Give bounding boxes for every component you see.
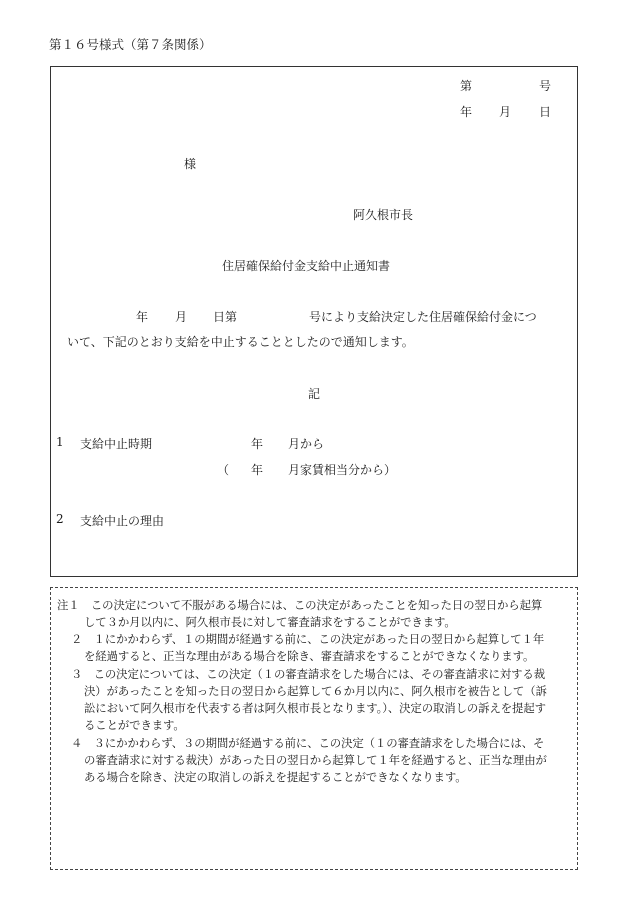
note2-line2: を経過すると、正当な理由がある場合を除き、審査請求をすることができなくなります。	[84, 649, 535, 663]
note3-line2: 決）があったことを知った日の翌日から起算して６か月以内に、阿久根市を被告として（訴	[84, 684, 547, 698]
doc-number-prefix: 第	[460, 79, 473, 93]
note4-line2: の審査請求に対する裁決）があった日の翌日から起算して１年を経過すると、正当な理由が	[84, 753, 547, 767]
body-month: 月	[175, 310, 188, 324]
note1-line2: して３か月以内に、阿久根市長に対して審査請求をすることができます。	[84, 615, 456, 629]
item2-number: 2	[56, 512, 64, 526]
item1-month-from: 月から	[288, 437, 325, 451]
body-year: 年	[136, 310, 149, 324]
date-month: 月	[499, 105, 512, 119]
item1-label: 支給中止時期	[80, 437, 153, 451]
form-number: 第１６号様式（第７条関係）	[49, 37, 212, 52]
item1-year: 年	[251, 437, 264, 451]
note3-line4: ることができます。	[84, 718, 185, 732]
note1-line1: 注１ この決定について不服がある場合には、この決定があったことを知った日の翌日から起算	[57, 598, 543, 612]
note4-line1: ４ ３にかかわらず、３の期間が経過する前に、この決定（１の審査請求をした場合には、そ	[71, 736, 545, 750]
item1-number: 1	[56, 435, 64, 449]
item1-paren-rest: 月家賃相当分から）	[288, 463, 397, 477]
body-line1: 号により支給決定した住居確保給付金につ	[309, 310, 537, 324]
note2-line1: ２ １にかかわらず、１の期間が経過する前に、この決定があった日の翌日から起算して１年	[71, 632, 545, 646]
item1-paren-year: 年	[251, 463, 264, 477]
date-year: 年	[460, 105, 473, 119]
body-day-no: 日第	[213, 310, 238, 324]
document-title: 住居確保給付金支給中止通知書	[222, 259, 391, 273]
date-day: 日	[539, 105, 552, 119]
issuer-name: 阿久根市長	[353, 208, 414, 222]
doc-number-suffix: 号	[539, 79, 552, 93]
note4-line3: ある場合を除き、決定の取消しの訴えを提起することができなくなります。	[84, 770, 467, 784]
note3-line3: 訟において阿久根市を代表する者は阿久根市長となります。）、決定の取消しの訴えを提起す	[84, 701, 546, 715]
item1-paren-open: （	[217, 463, 230, 477]
note3-line1: ３ この決定については、この決定（１の審査請求をした場合には、その審査請求に対する裁	[71, 667, 545, 681]
body-line2: いて、下記のとおり支給を中止することとしたので通知します。	[67, 335, 414, 349]
item2-label: 支給中止の理由	[80, 514, 165, 528]
ki-heading: 記	[308, 387, 321, 401]
addressee-suffix: 様	[184, 157, 197, 171]
